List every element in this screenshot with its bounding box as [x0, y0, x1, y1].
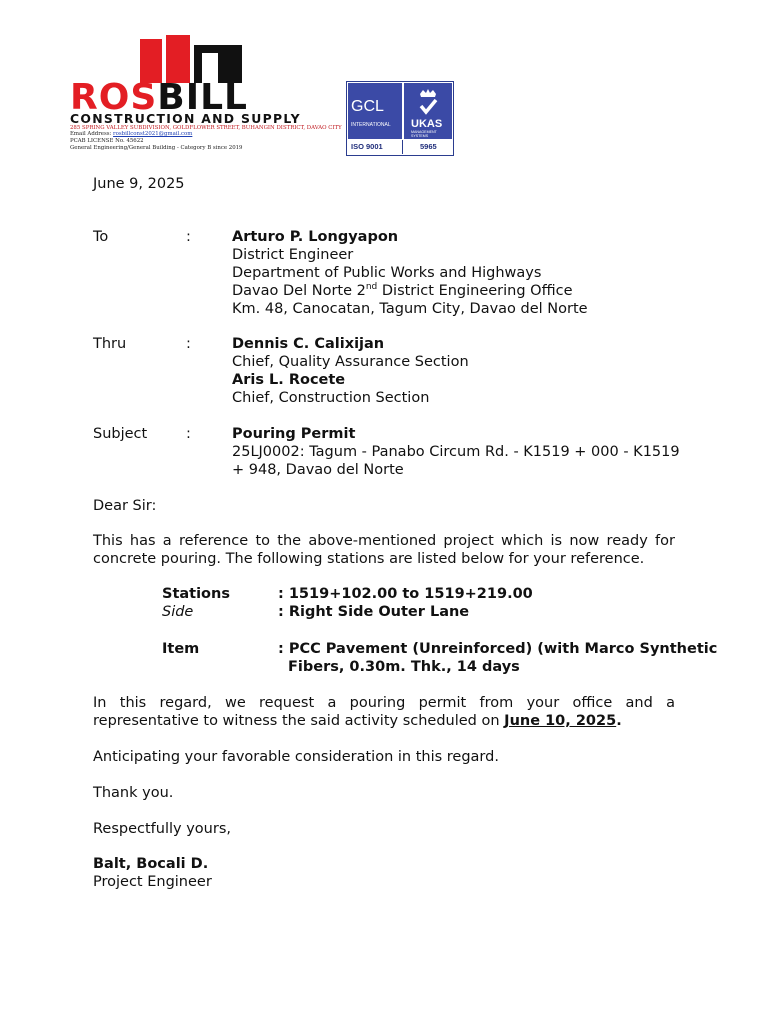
- ukas-text: UKAS: [411, 118, 443, 130]
- crown-check-icon: [417, 88, 439, 116]
- item-value-2: Fibers, 0.30m. Thk., 14 days: [288, 659, 520, 675]
- item-label: Item: [162, 641, 200, 657]
- item-value-1: : PCC Pavement (Unreinforced) (with Marco Synthetic: [278, 641, 718, 657]
- stations-label: Stations: [162, 586, 230, 602]
- company-email: [70, 131, 192, 137]
- thru-title-1: Chief, Quality Assurance Section: [232, 354, 469, 370]
- license-category: General Engineering/General Building - Category B since 2019: [70, 145, 243, 151]
- subject-label: Subject: [93, 426, 148, 442]
- anticipating-line: Anticipating your favorable consideration in this regard.: [93, 749, 499, 765]
- iso-label: ISO 9001: [351, 142, 383, 151]
- subject-line-2: + 948, Davao del Norte: [232, 462, 404, 478]
- recipient-address: Km. 48, Canocatan, Tagum City, Davao del Norte: [232, 301, 588, 317]
- office-part-a: Davao Del Norte 2: [232, 283, 366, 299]
- signatory-name: Balt, Bocali D.: [93, 856, 209, 872]
- request-line-2: [93, 712, 622, 730]
- office-part-b: District Engineering Office: [377, 283, 573, 299]
- request-line-1: In this regard, we request a pouring permit from your office and a: [93, 695, 675, 711]
- intro-line-2: concrete pouring. The following stations are listed below for your reference.: [93, 551, 645, 567]
- gcl-text: GCL: [351, 98, 384, 115]
- request-line-2-post: .: [616, 713, 622, 729]
- gcl-international: INTERNATIONAL: [351, 122, 391, 128]
- badge-divider: [402, 140, 403, 154]
- letter-date: June 9, 2025: [93, 176, 185, 192]
- closing-line: Respectfully yours,: [93, 821, 231, 837]
- recipient-department: Department of Public Works and Highways: [232, 265, 542, 281]
- request-line-2-pre: representative to witness the said activity scheduled on: [93, 713, 505, 729]
- salutation: Dear Sir:: [93, 498, 157, 514]
- recipient-title: District Engineer: [232, 247, 354, 263]
- company-address: 285 SPRING VALLEY SUBDIVISION, GOLDFLOWER STREET, BUHANGIN DISTRICT, DAVAO CITY: [70, 125, 342, 131]
- signatory-title: Project Engineer: [93, 874, 212, 890]
- office-superscript: nd: [365, 282, 378, 293]
- side-label: Side: [162, 604, 194, 620]
- to-colon: :: [186, 229, 191, 245]
- recipient-name: Arturo P. Longyapon: [232, 229, 399, 245]
- brand-part1: ROS: [70, 77, 158, 118]
- thru-name-2: Aris L. Rocete: [232, 372, 346, 388]
- company-logo-mark: [140, 35, 245, 83]
- subject-line-1: 25LJ0002: Tagum - Panabo Circum Rd. - K1519 + 000 - K1519: [232, 444, 680, 460]
- thru-label: Thru: [93, 336, 127, 352]
- cert-number: 5965: [420, 142, 437, 151]
- email-link[interactable]: rosbillconst2021@gmail.com: [113, 131, 193, 137]
- ukas-subtitle: MANAGEMENT SYSTEMS: [411, 130, 437, 138]
- thru-colon: :: [186, 336, 191, 352]
- subject-title: Pouring Permit: [232, 426, 356, 442]
- intro-line-1: This has a reference to the above-mentioned project which is now ready for: [93, 533, 675, 549]
- scheduled-date: June 10, 2025: [504, 713, 617, 729]
- thru-title-2: Chief, Construction Section: [232, 390, 430, 406]
- brand-part2: BILL: [157, 77, 248, 118]
- subject-colon: :: [186, 426, 191, 442]
- thanks-line: Thank you.: [93, 785, 174, 801]
- to-label: To: [93, 229, 109, 245]
- thru-name-1: Dennis C. Calixijan: [232, 336, 385, 352]
- pcab-license: PCAB LICENSE No. 45622: [70, 138, 144, 144]
- stations-value: : 1519+102.00 to 1519+219.00: [278, 586, 533, 602]
- email-label: Email Address:: [70, 131, 114, 137]
- iso-certification-badge: [346, 81, 454, 156]
- recipient-office: [232, 282, 573, 300]
- side-value: : Right Side Outer Lane: [278, 604, 470, 620]
- company-subtitle: CONSTRUCTION AND SUPPLY: [70, 111, 301, 126]
